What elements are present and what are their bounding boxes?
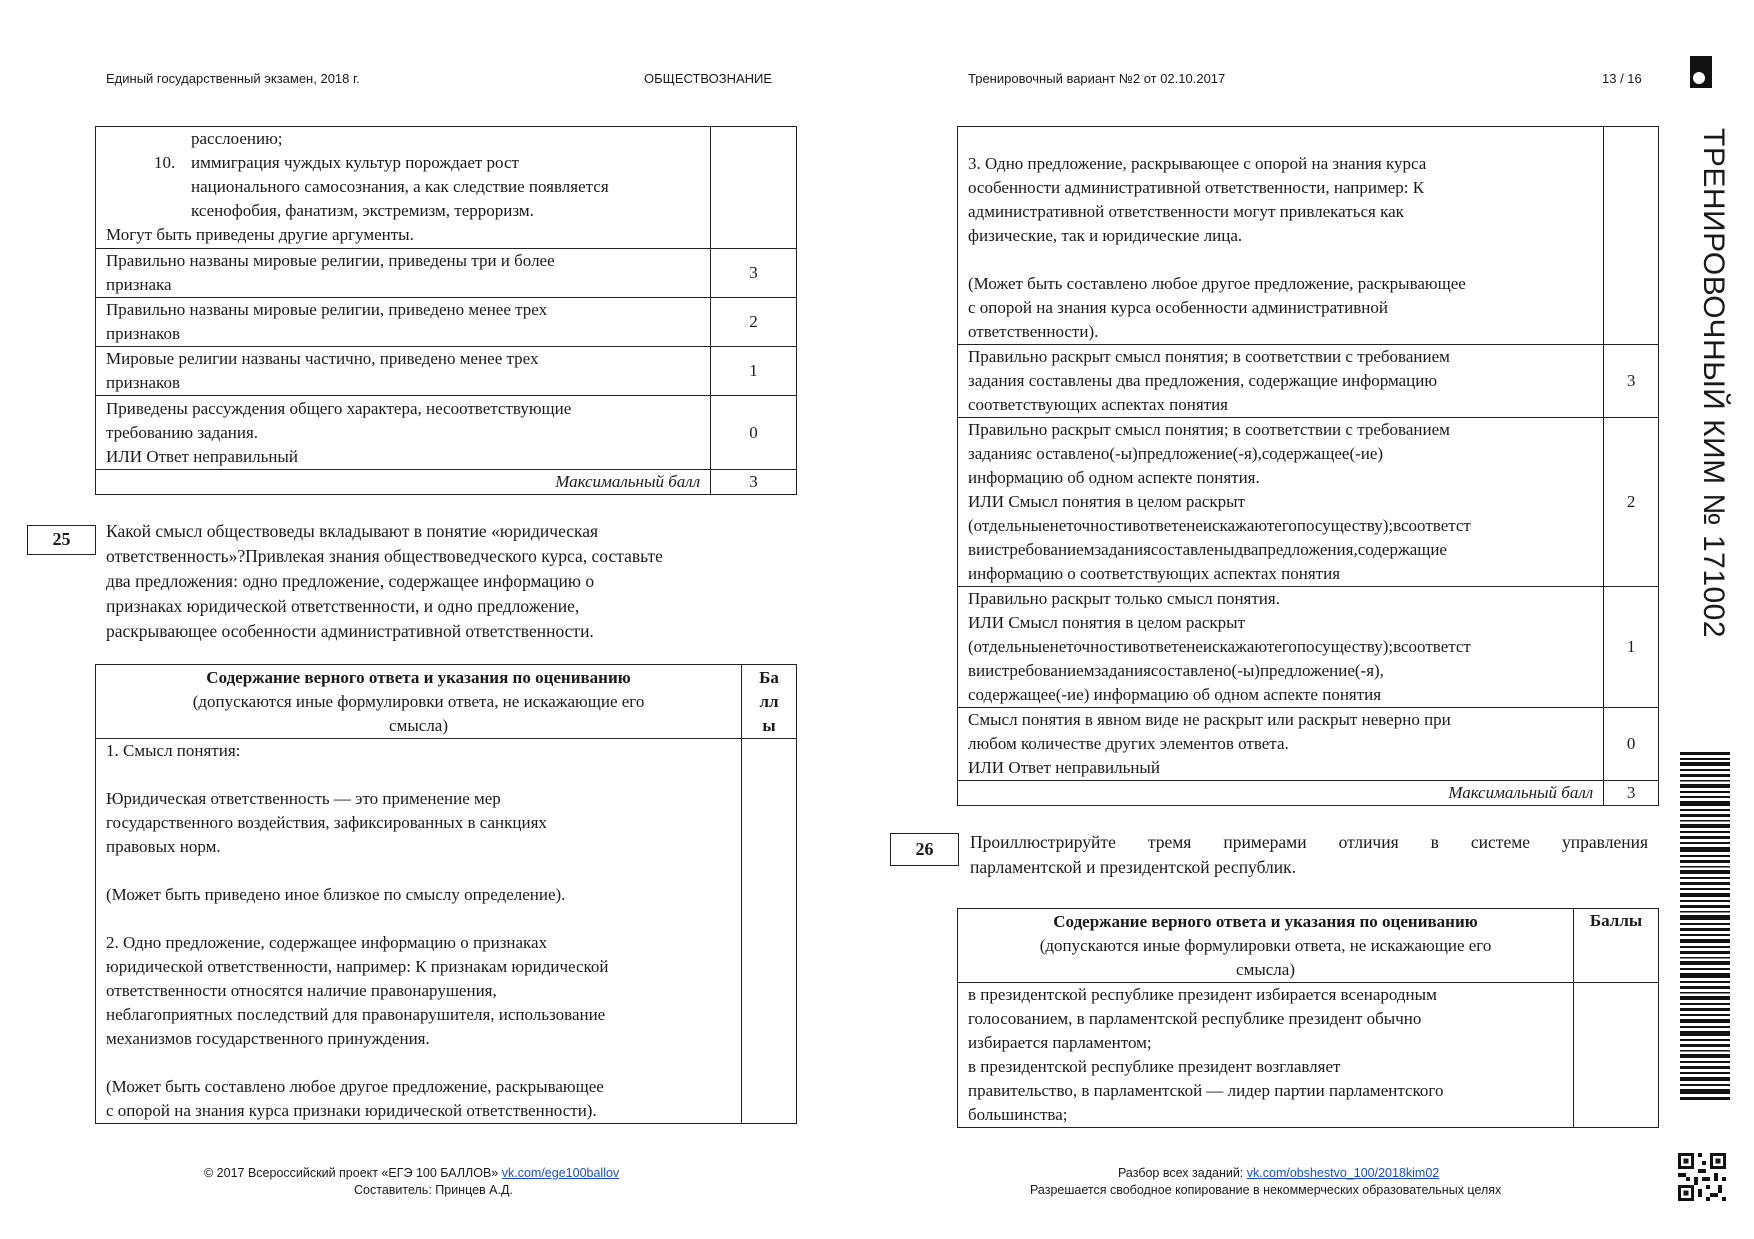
footer-right-line bbox=[1118, 1166, 1439, 1180]
barcode-icon bbox=[1680, 752, 1730, 1102]
footer-analysis-label: Разбор всех заданий: bbox=[1118, 1166, 1244, 1180]
other-arguments-note: Могут быть приведены другие аргументы. bbox=[106, 225, 414, 244]
criteria-table-26 bbox=[957, 908, 1659, 1128]
criterion-score: 2 bbox=[711, 298, 797, 347]
question-number-25: 25 bbox=[27, 525, 96, 555]
table-header-score: Ба лл ы bbox=[742, 665, 797, 739]
footer-analysis-link[interactable]: vk.com/obshestvo_100/2018kim02 bbox=[1246, 1166, 1440, 1180]
question-26-text: Проиллюстрируйте тремя примерами отличия в системе управления парламентской и президентской республик. bbox=[970, 832, 1648, 877]
criterion-text: Смысл понятия в явном виде не раскрыт или раскрыт неверно при любом количестве других элементов ответа. ИЛИ Ответ неправильный bbox=[958, 708, 1604, 781]
argument-line: национального самосознания, а как следствие появляется bbox=[191, 177, 609, 196]
answer-content: в президентской республике президент избирается всенародным голосованием, в парламентской республике президент обычно избирается парламентом; в президентской республике президент возглавляет правительство, в парламентской — лидер партии парламентского большинства; bbox=[958, 983, 1574, 1128]
sidebar-title: ТРЕНИРОВОЧНЫЙ КИМ № 171002 bbox=[1697, 128, 1730, 639]
max-score-value: 3 bbox=[711, 470, 797, 495]
exam-title: Единый государственный экзамен, 2018 г. bbox=[106, 71, 360, 86]
criterion-score: 2 bbox=[1604, 418, 1659, 587]
argument-line: ксенофобия, фанатизм, экстремизм, терроризм. bbox=[191, 201, 534, 220]
criteria-table-25-continued bbox=[957, 126, 1659, 806]
answer-content-continued: 3. Одно предложение, раскрывающее с опорой на знания курса особенности административной ответственности, например: К административной ответственности могут привлекаться как физические, так и юридические лица. (Может быть составлено любое другое предложение, раскрывающее с опорой на знания курса особенности административной ответственности). bbox=[958, 127, 1604, 345]
criterion-text: Правильно названы мировые религии, приведено менее трех признаков bbox=[96, 298, 711, 347]
argument-10: 10. иммиграция чуждых культур порождает рост bbox=[106, 151, 700, 175]
table-header-content: Содержание верного ответа и указания по оцениванию (допускаются иные формулировки ответа, не искажающие его смысла) bbox=[96, 665, 742, 739]
criterion-text: Мировые религии названы частично, приведено менее трех признаков bbox=[96, 347, 711, 396]
page-number: 13 / 16 bbox=[1602, 71, 1642, 86]
footer-author: Составитель: Принцев А.Д. bbox=[354, 1183, 513, 1197]
criterion-text: Приведены рассуждения общего характера, несоответствующие требованию задания. ИЛИ Ответ неправильный bbox=[96, 396, 711, 470]
answer-content: 1. Смысл понятия: Юридическая ответственность — это применение мер государственного воздействия, зафиксированных в санкциях правовых норм. (Может быть приведено иное близкое по смыслу определение). 2. Одно предложение, содержащее информацию о признаках юридической ответственности, например: К признакам юридической ответственности относятся наличие правонарушения, неблагоприятных последствий для правонарушителя, использование механизмов государственного принуждения. (Может быть составлено любое другое предложение, раскрывающее с опорой на знания курса признаки юридической ответственности). bbox=[96, 739, 742, 1124]
argument-number: 10. bbox=[154, 153, 176, 172]
variant-title: Тренировочный вариант №2 от 02.10.2017 bbox=[968, 71, 1226, 86]
arguments-cell bbox=[96, 127, 711, 249]
qr-code-icon bbox=[1678, 1153, 1726, 1201]
criteria-table-25 bbox=[95, 664, 797, 1124]
footer-license: Разрешается свободное копирование в некоммерческих образовательных целях bbox=[1030, 1183, 1502, 1197]
max-score-label: Максимальный балл bbox=[96, 470, 711, 495]
max-score-label: Максимальный балл bbox=[958, 781, 1604, 806]
question-number-26: 26 bbox=[890, 833, 959, 866]
criterion-score: 0 bbox=[1604, 708, 1659, 781]
table-header-score: Баллы bbox=[1574, 909, 1659, 983]
criterion-score: 1 bbox=[1604, 587, 1659, 708]
max-score-value: 3 bbox=[1604, 781, 1659, 806]
footer-left-line bbox=[204, 1166, 619, 1180]
criteria-table-24 bbox=[95, 126, 797, 495]
criterion-score: 0 bbox=[711, 396, 797, 470]
criterion-text: Правильно раскрыт только смысл понятия. ИЛИ Смысл понятия в целом раскрыт (отдельныенеточностивответенеискажаютегопосуществу);всоответст виистребованиемзаданиясоставлено(-ы)предложение(-я), содержащее(-ие) информацию об одном аспекте понятия bbox=[958, 587, 1604, 708]
criterion-text: Правильно раскрыт смысл понятия; в соответствии с требованием заданияс оставлено(-ы)предложение(-я),содержащее(-ие) информацию об одном аспекте понятия. ИЛИ Смысл понятия в целом раскрыт (отдельныенеточностивответенеискажаютегопосуществу);всоответст виистребованиемзаданиясоставленыдвапредложения,содержащие информацию о соответствующих аспектах понятия bbox=[958, 418, 1604, 587]
corner-marker-icon bbox=[1690, 56, 1712, 88]
criterion-score: 3 bbox=[1604, 345, 1659, 418]
question-25-text: Какой смысл обществоведы вкладывают в понятие «юридическая ответственность»?Привлекая знания обществоведческого курса, составьте два предложения: одно предложение, содержащее информацию о признаках юридической ответственности, и одно предложение, раскрывающее особенности административной ответственности. bbox=[106, 521, 663, 641]
criterion-text: Правильно названы мировые религии, приведены три и более признака bbox=[96, 249, 711, 298]
table-header-content: Содержание верного ответа и указания по оцениванию (допускаются иные формулировки ответа, не искажающие его смысла) bbox=[958, 909, 1574, 983]
argument-line: расслоению; bbox=[191, 129, 283, 148]
criterion-score: 1 bbox=[711, 347, 797, 396]
subject-title: ОБЩЕСТВОЗНАНИЕ bbox=[644, 71, 773, 86]
footer-copyright: © 2017 Всероссийский проект «ЕГЭ 100 БАЛЛОВ» bbox=[204, 1166, 499, 1180]
criterion-score: 3 bbox=[711, 249, 797, 298]
criterion-text: Правильно раскрыт смысл понятия; в соответствии с требованием задания составлены два предложения, содержащие информацию соответствующих аспектах понятия bbox=[958, 345, 1604, 418]
footer-vk-link[interactable]: vk.com/ege100ballov bbox=[501, 1166, 620, 1180]
